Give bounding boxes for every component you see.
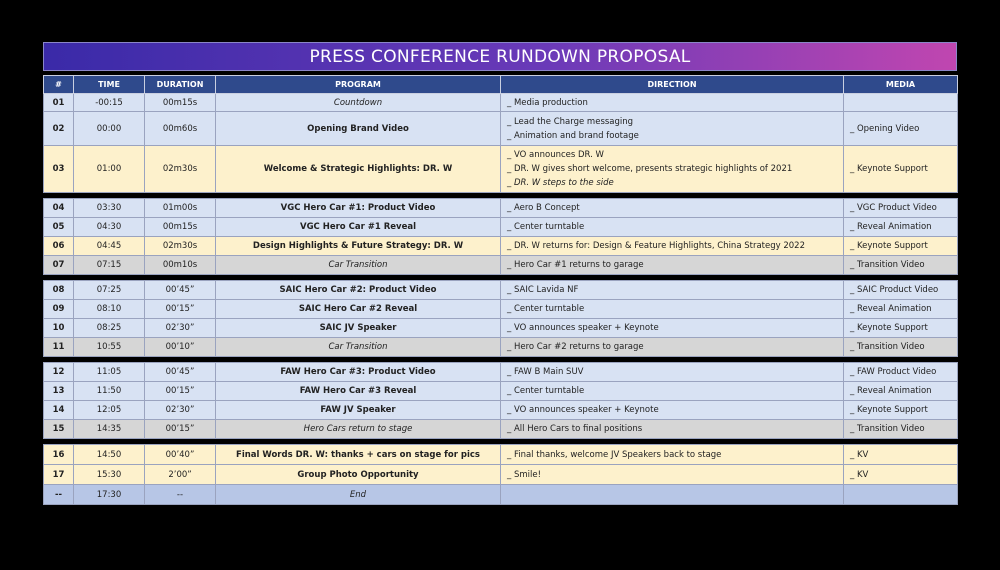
row-time: 07:25 [74, 281, 145, 300]
row-duration: 00m15s [145, 94, 216, 112]
row-program: FAW JV Speaker [216, 401, 501, 420]
row-direction [501, 338, 844, 357]
header-time: TIME [74, 76, 145, 94]
row-duration: 00’45” [145, 363, 216, 382]
table-row [44, 112, 958, 146]
row-time: 00:00 [74, 112, 145, 146]
direction-line: _ VO announces speaker + Keynote [507, 323, 659, 333]
row-number: 06 [44, 237, 74, 256]
header-media: MEDIA [844, 76, 958, 94]
row-direction [501, 465, 844, 485]
row-direction [501, 420, 844, 439]
row-number: 17 [44, 465, 74, 485]
row-duration: 00’40” [145, 445, 216, 465]
table-row [44, 199, 958, 218]
rundown-table [43, 75, 958, 505]
row-time: 14:50 [74, 445, 145, 465]
row-direction [501, 300, 844, 319]
direction-line: _ Media production [507, 97, 588, 108]
row-media: _ Reveal Animation [844, 382, 958, 401]
row-number: 04 [44, 199, 74, 218]
row-direction [501, 237, 844, 256]
row-duration: 00’15” [145, 300, 216, 319]
table-row [44, 382, 958, 401]
row-program: Hero Cars return to stage [216, 420, 501, 439]
table-row [44, 420, 958, 439]
row-program: Car Transition [216, 338, 501, 357]
row-direction [501, 146, 844, 193]
row-program: Final Words DR. W: thanks + cars on stage for pics [216, 445, 501, 465]
row-program: SAIC Hero Car #2: Product Video [216, 281, 501, 300]
row-media: _ Transition Video [844, 256, 958, 275]
row-number: 16 [44, 445, 74, 465]
row-time: 12:05 [74, 401, 145, 420]
row-direction [501, 199, 844, 218]
row-time: 11:50 [74, 382, 145, 401]
direction-line: _ Smile! [507, 469, 541, 480]
row-time: 04:45 [74, 237, 145, 256]
table-row [44, 319, 958, 338]
direction-line: _ Center turntable [507, 304, 585, 314]
direction-line: _ Animation and brand footage [507, 130, 639, 141]
row-direction [501, 363, 844, 382]
row-direction [501, 256, 844, 275]
row-number: 08 [44, 281, 74, 300]
row-duration: 00m10s [145, 256, 216, 275]
row-time: 10:55 [74, 338, 145, 357]
row-number: 11 [44, 338, 74, 357]
table-row [44, 363, 958, 382]
direction-line: _ VO announces DR. W [507, 150, 604, 160]
table-row [44, 256, 958, 275]
row-media: _ KV [844, 465, 958, 485]
table-row [44, 338, 958, 357]
row-number: 03 [44, 146, 74, 193]
row-number: 15 [44, 420, 74, 439]
row-program: VGC Hero Car #1: Product Video [216, 199, 501, 218]
row-media: _ Transition Video [844, 338, 958, 357]
row-number: 13 [44, 382, 74, 401]
direction-line: _ Lead the Charge messaging [507, 116, 634, 127]
row-duration: 2’00” [145, 465, 216, 485]
header-duration: DURATION [145, 76, 216, 94]
row-duration: 02m30s [145, 146, 216, 193]
row-time: -00:15 [74, 94, 145, 112]
row-program: Welcome & Strategic Highlights: DR. W [216, 146, 501, 193]
row-direction [501, 382, 844, 401]
row-number: -- [44, 485, 74, 505]
row-time: 11:05 [74, 363, 145, 382]
row-direction [501, 401, 844, 420]
row-direction [501, 319, 844, 338]
table-row [44, 445, 958, 465]
row-time: 08:25 [74, 319, 145, 338]
table-row [44, 465, 958, 485]
direction-line: _ DR. W returns for: Design & Feature Highlights, China Strategy 2022 [507, 241, 805, 251]
row-media: _ VGC Product Video [844, 199, 958, 218]
row-duration: 00m15s [145, 218, 216, 237]
row-program: Countdown [216, 94, 501, 112]
row-media: _ Opening Video [844, 112, 958, 146]
row-media: _ Reveal Animation [844, 300, 958, 319]
row-program: FAW Hero Car #3 Reveal [216, 382, 501, 401]
row-program: Opening Brand Video [216, 112, 501, 146]
row-media [844, 94, 958, 112]
row-time: 08:10 [74, 300, 145, 319]
row-duration: -- [145, 485, 216, 505]
direction-line: _ SAIC Lavida NF [507, 285, 579, 295]
row-number: 07 [44, 256, 74, 275]
row-number: 10 [44, 319, 74, 338]
row-program: SAIC Hero Car #2 Reveal [216, 300, 501, 319]
row-media: _ FAW Product Video [844, 363, 958, 382]
row-duration: 00’15” [145, 420, 216, 439]
row-program: End [216, 485, 501, 505]
row-time: 03:30 [74, 199, 145, 218]
direction-line: _ Hero Car #2 returns to garage [507, 342, 644, 352]
row-number: 14 [44, 401, 74, 420]
direction-line: _ Final thanks, welcome JV Speakers back to stage [507, 449, 722, 460]
table-header-row [44, 76, 958, 94]
rundown-sheet [43, 42, 957, 505]
row-media [844, 485, 958, 505]
table-row [44, 146, 958, 193]
row-media: _ Keynote Support [844, 237, 958, 256]
row-time: 01:00 [74, 146, 145, 193]
header-direction: DIRECTION [501, 76, 844, 94]
row-duration: 00’15” [145, 382, 216, 401]
row-duration: 00m60s [145, 112, 216, 146]
row-duration: 00’10” [145, 338, 216, 357]
table-row [44, 401, 958, 420]
direction-line: _ All Hero Cars to final positions [507, 424, 643, 434]
table-row [44, 485, 958, 505]
row-media: _ Transition Video [844, 420, 958, 439]
row-duration: 02’30” [145, 401, 216, 420]
direction-line: _ FAW B Main SUV [507, 367, 584, 377]
header-program: PROGRAM [216, 76, 501, 94]
row-media: _ KV [844, 445, 958, 465]
row-number: 02 [44, 112, 74, 146]
row-media: _ Keynote Support [844, 319, 958, 338]
row-direction [501, 218, 844, 237]
row-time: 07:15 [74, 256, 145, 275]
row-media: _ Keynote Support [844, 146, 958, 193]
row-media: _ Reveal Animation [844, 218, 958, 237]
table-row [44, 218, 958, 237]
table-row [44, 94, 958, 112]
direction-line: _ Center turntable [507, 386, 585, 396]
row-program: Car Transition [216, 256, 501, 275]
row-time: 15:30 [74, 465, 145, 485]
header-number: # [44, 76, 74, 94]
row-duration: 01m00s [145, 199, 216, 218]
row-time: 14:35 [74, 420, 145, 439]
row-program: Group Photo Opportunity [216, 465, 501, 485]
row-direction [501, 445, 844, 465]
table-row [44, 281, 958, 300]
row-program: Design Highlights & Future Strategy: DR. W [216, 237, 501, 256]
row-number: 01 [44, 94, 74, 112]
row-direction [501, 112, 844, 146]
row-time: 17:30 [74, 485, 145, 505]
row-direction [501, 94, 844, 112]
direction-line: _ Center turntable [507, 222, 585, 232]
direction-line: _ DR. W gives short welcome, presents strategic highlights of 2021 [507, 164, 793, 174]
row-duration: 02m30s [145, 237, 216, 256]
row-number: 12 [44, 363, 74, 382]
table-body [44, 94, 958, 505]
row-program: SAIC JV Speaker [216, 319, 501, 338]
direction-line: _ VO announces speaker + Keynote [507, 405, 659, 415]
row-direction [501, 281, 844, 300]
row-program: VGC Hero Car #1 Reveal [216, 218, 501, 237]
direction-line: _ Hero Car #1 returns to garage [507, 260, 644, 270]
direction-line: _ Aero B Concept [507, 203, 580, 213]
row-number: 05 [44, 218, 74, 237]
row-media: _ Keynote Support [844, 401, 958, 420]
row-program: FAW Hero Car #3: Product Video [216, 363, 501, 382]
row-duration: 02’30” [145, 319, 216, 338]
row-number: 09 [44, 300, 74, 319]
row-media: _ SAIC Product Video [844, 281, 958, 300]
table-row [44, 237, 958, 256]
row-duration: 00’45” [145, 281, 216, 300]
table-row [44, 300, 958, 319]
row-direction [501, 485, 844, 505]
page-title: PRESS CONFERENCE RUNDOWN PROPOSAL [43, 42, 957, 71]
direction-line: _ DR. W steps to the side [507, 178, 614, 188]
row-time: 04:30 [74, 218, 145, 237]
